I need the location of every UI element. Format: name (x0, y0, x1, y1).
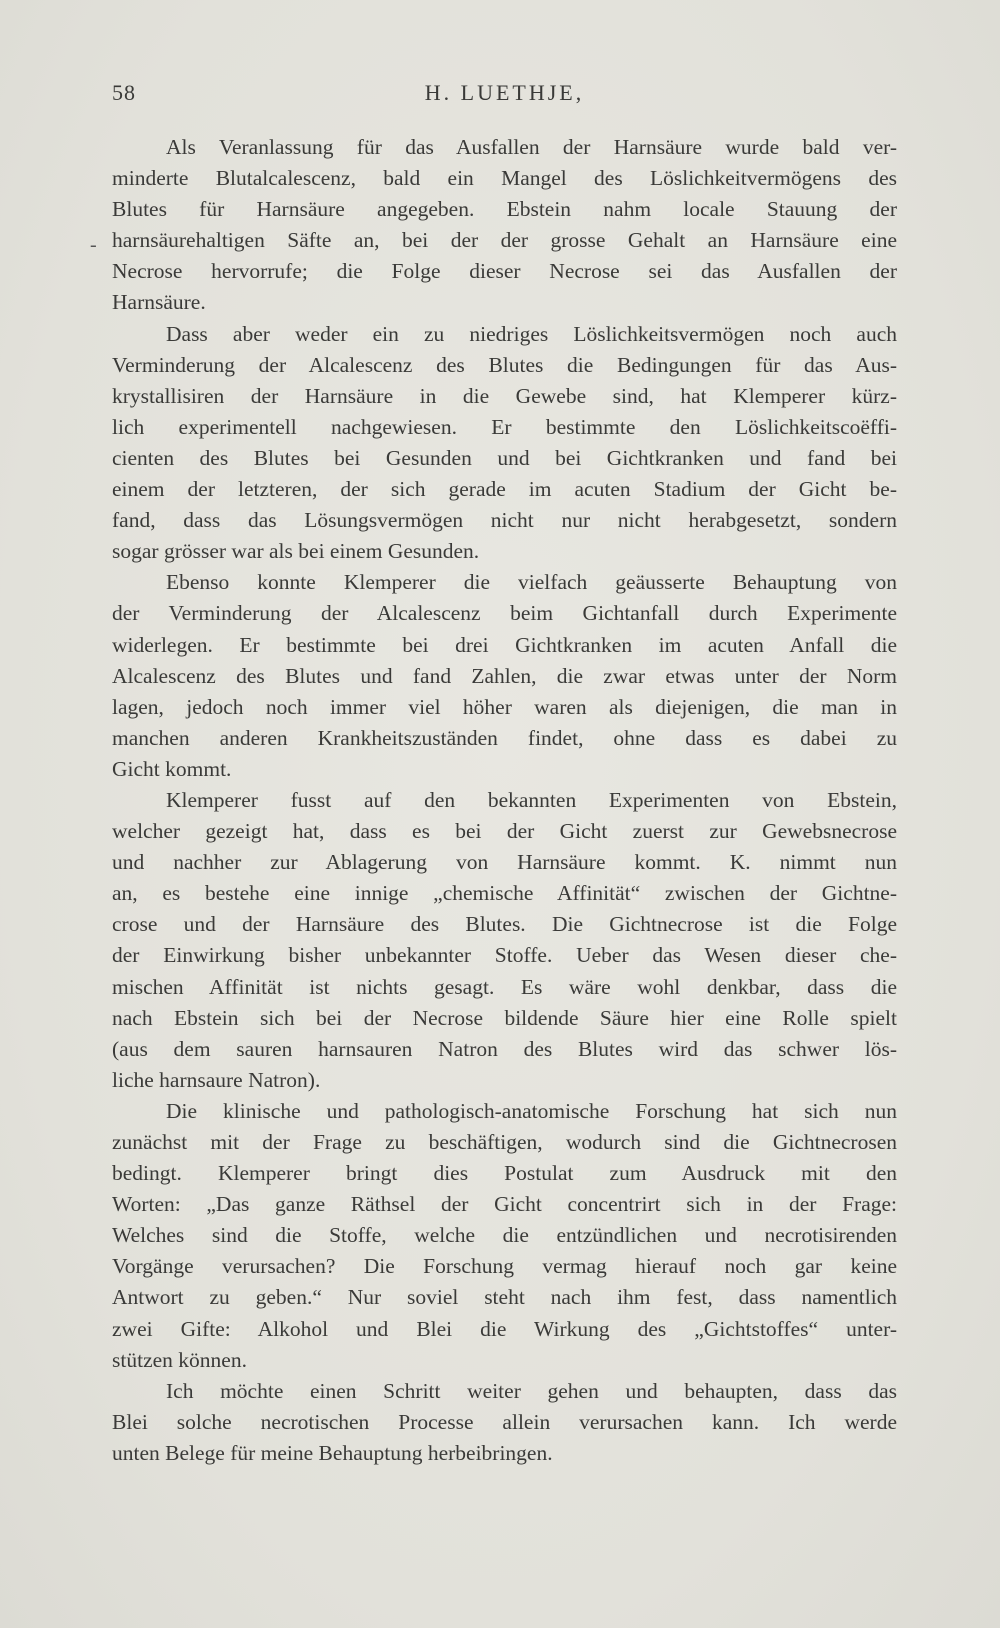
text-line: Blutes für Harnsäure angegeben. Ebstein nahm locale Stauung der (112, 197, 897, 222)
text-line: krystallisiren der Harnsäure in die Gewebe sind, hat Klemperer kürz- (112, 383, 897, 408)
text-line: Necrose hervorrufe; die Folge dieser Necrose sei das Ausfallen der (112, 259, 897, 284)
text-line: an, es bestehe eine innige „chemische Affinität“ zwischen der Gichtne- (112, 881, 897, 906)
text-line: mischen Affinität ist nichts gesagt. Es wäre wohl denkbar, dass die (112, 974, 897, 999)
page-header (112, 80, 897, 110)
page-number: 58 (112, 80, 136, 105)
paragraph (112, 319, 897, 568)
text-line: harnsäurehaltigen Säfte an, bei der der grosse Gehalt an Harnsäure eine (112, 228, 897, 253)
text-line: sogar grösser war als bei einem Gesunden. (112, 539, 480, 564)
text-line: Worten: „Das ganze Räthsel der Gicht concentrirt sich in der Frage: (112, 1192, 897, 1217)
text-line: Harnsäure. (112, 290, 206, 315)
text-line: Ebenso konnte Klemperer die vielfach geäusserte Behauptung von (166, 570, 897, 595)
text-line: Dass aber weder ein zu niedriges Löslichkeitsvermögen noch auch (166, 321, 897, 346)
text-line: (aus dem sauren harnsauren Natron des Blutes wird das schwer lös- (112, 1036, 897, 1061)
text-line: Welches sind die Stoffe, welche die entzündlichen und necrotisirenden (112, 1223, 897, 1248)
text-line: Klemperer fusst auf den bekannten Experimenten von Ebstein, (166, 787, 897, 812)
paragraph (112, 785, 897, 1096)
text-line: widerlegen. Er bestimmte bei drei Gichtkranken im acuten Anfall die (112, 632, 897, 657)
text-line: nach Ebstein sich bei der Necrose bildende Säure hier eine Rolle spielt (112, 1005, 897, 1030)
text-line: bedingt. Klemperer bringt dies Postulat zum Ausdruck mit den (112, 1161, 897, 1186)
text-line: liche harnsaure Natron). (112, 1067, 321, 1092)
text-line: manchen anderen Krankheitszuständen findet, ohne dass es dabei zu (112, 725, 897, 750)
text-line: fand, dass das Lösungsvermögen nicht nur nicht herabgesetzt, sondern (112, 508, 897, 533)
text-line: crose und der Harnsäure des Blutes. Die Gichtnecrose ist die Folge (112, 912, 897, 937)
paragraph (112, 567, 897, 785)
text-line: Alcalescenz des Blutes und fand Zahlen, die zwar etwas unter der Norm (112, 663, 897, 688)
text-line: stützen können. (112, 1347, 247, 1372)
text-line: lich experimentell nachgewiesen. Er bestimmte den Löslichkeitscoëffi- (112, 414, 897, 439)
text-line: Gicht kommt. (112, 756, 232, 781)
text-line: Verminderung der Alcalescenz des Blutes die Bedingungen für das Aus- (112, 352, 897, 377)
text-line: lagen, jedoch noch immer viel höher waren als diejenigen, die man in (112, 694, 897, 719)
running-head: H. LUETHJE, (424, 80, 585, 105)
text-line: zunächst mit der Frage zu beschäftigen, wodurch sind die Gichtnecrosen (112, 1130, 897, 1154)
paragraph (112, 1096, 897, 1376)
text-line: und nachher zur Ablagerung von Harnsäure kommt. K. nimmt nun (112, 850, 897, 875)
text-line: Antwort zu geben.“ Nur soviel steht nach ihm fest, dass namentlich (112, 1285, 897, 1310)
text-line: unten Belege für meine Behauptung herbeibringen. (112, 1440, 553, 1465)
text-line: cienten des Blutes bei Gesunden und bei Gichtkranken und fand bei (112, 445, 897, 470)
body-text (112, 132, 897, 1469)
margin-speck-mark: - (90, 234, 97, 256)
text-line: Vorgänge verursachen? Die Forschung vermag hierauf noch gar keine (112, 1254, 897, 1279)
text-line: einem der letzteren, der sich gerade im acuten Stadium der Gicht be- (112, 477, 897, 502)
text-line: Als Veranlassung für das Ausfallen der Harnsäure wurde bald ver- (166, 135, 897, 159)
paragraph (112, 132, 897, 319)
text-line: Ich möchte einen Schritt weiter gehen und behaupten, dass das (166, 1378, 897, 1403)
text-line: minderte Blutalcalescenz, bald ein Mangel des Löslichkeitvermögens des (112, 166, 897, 191)
text-line: Die klinische und pathologisch-anatomische Forschung hat sich nun (166, 1098, 897, 1123)
text-line: der Einwirkung bisher unbekannter Stoffe. Ueber das Wesen dieser che- (112, 943, 897, 968)
paragraph (112, 1376, 897, 1469)
text-line: welcher gezeigt hat, dass es bei der Gicht zuerst zur Gewebsnecrose (112, 819, 897, 844)
text-line: Blei solche necrotischen Processe allein verursachen kann. Ich werde (112, 1409, 897, 1434)
text-line: der Verminderung der Alcalescenz beim Gichtanfall durch Experimente (112, 601, 897, 626)
text-line: zwei Gifte: Alkohol und Blei die Wirkung des „Gichtstoffes“ unter- (112, 1316, 897, 1341)
